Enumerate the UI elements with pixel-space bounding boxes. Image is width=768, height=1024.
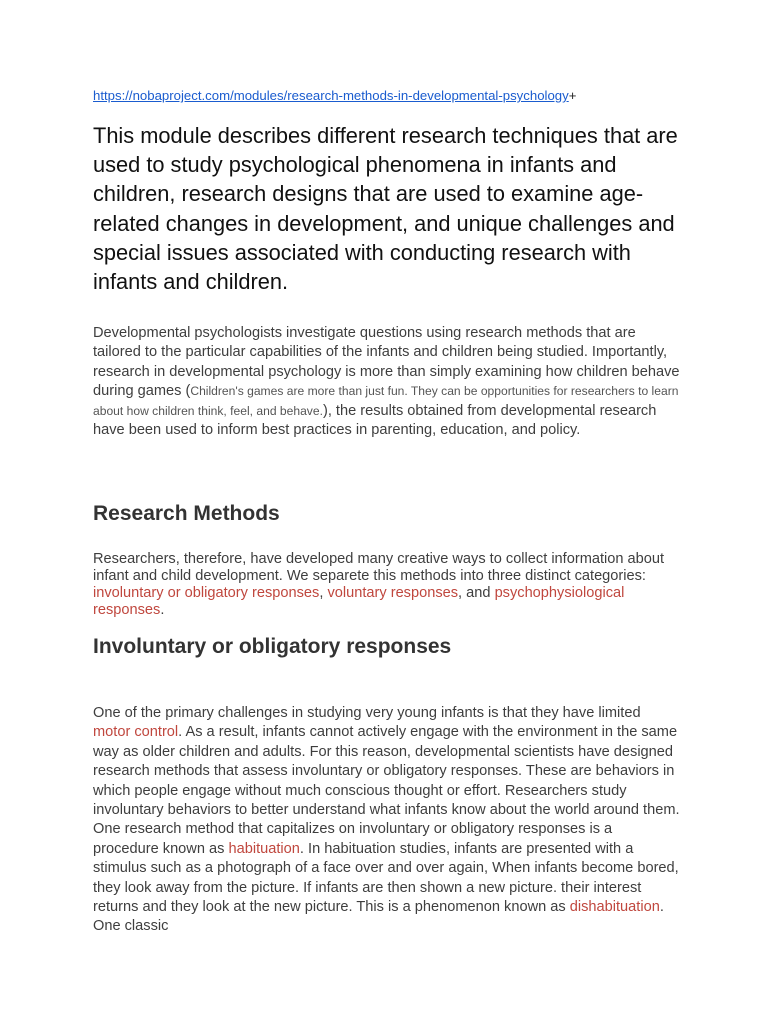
link-psychophysiological-responses[interactable]: psychophysiological responses — [93, 584, 625, 618]
para2-sep-1: , — [319, 584, 328, 601]
body-paragraph-2 — [93, 551, 681, 619]
para2-end: . — [160, 601, 165, 618]
intro-paragraph: This module describes different research techniques that are used to study psychological phenomena in infants and children, research designs that are used to examine age-related changes in development, and unique challenges and special issues associated with conducting research with infants and children. — [93, 123, 678, 295]
link-motor-control[interactable]: motor control — [93, 724, 179, 741]
para3-text-3: . In habituation studies, infants are presented with a stimulus such as a photograph of a face over and over again, When infants become bored, they look away from the picture. If infants are then shown a new picture. their interest returns and they look at the new picture. This is a phenomenon known as — [93, 840, 679, 916]
para2-text: Researchers, therefore, have developed many creative ways to collect information about infant and child development. We separete this methods into three distinct categories: — [93, 551, 665, 584]
heading-involuntary-responses: Involuntary or obligatory responses — [93, 635, 452, 658]
link-dishabituation[interactable]: dishabituation — [569, 899, 660, 916]
para1-text: Developmental psychologists investigate questions using research methods that are tailored to the particular capabilities of the infants and children being studied. Importantly, research in developmental psychology is more than simply examining how children behave during games ( — [93, 325, 680, 400]
para2-sep-2: , and — [458, 584, 495, 601]
link-voluntary-responses[interactable]: voluntary responses — [327, 584, 459, 601]
link-habituation[interactable]: habituation — [228, 840, 300, 857]
para1-note: Children's games are more than just fun. They can be opportunities for researchers to learn about how children think, feel, and behave. — [93, 384, 679, 418]
para3-text-2: . As a result, infants cannot actively engage with the environment in the same way as older children and adults. For this reason, developmental scientists have designed research methods that assess involuntary or obligatory responses. These are behaviors in which people engage without much conscious thought or effort. Researchers study involuntary behaviors to better understand what infants know about the world around them. One research method that capitalizes on involuntary or obligatory responses is a procedure known as — [93, 724, 680, 857]
body-paragraph-3 — [93, 704, 681, 937]
heading-research-methods: Research Methods — [93, 502, 280, 525]
body-paragraph-1 — [93, 324, 681, 440]
source-url-line — [93, 88, 576, 104]
para3-text-4: . One classic — [93, 899, 664, 935]
para1-text-end: ), the results obtained from developmental research have been used to inform best practices in parenting, education, and policy. — [93, 402, 657, 439]
link-involuntary-responses[interactable]: involuntary or obligatory responses — [93, 584, 320, 601]
source-url-link[interactable]: https://nobaproject.com/modules/research-methods-in-developmental-psychology — [93, 88, 569, 103]
source-url-suffix: + — [568, 88, 577, 103]
para3-text-1: One of the primary challenges in studying very young infants is that they have limited — [93, 705, 641, 721]
